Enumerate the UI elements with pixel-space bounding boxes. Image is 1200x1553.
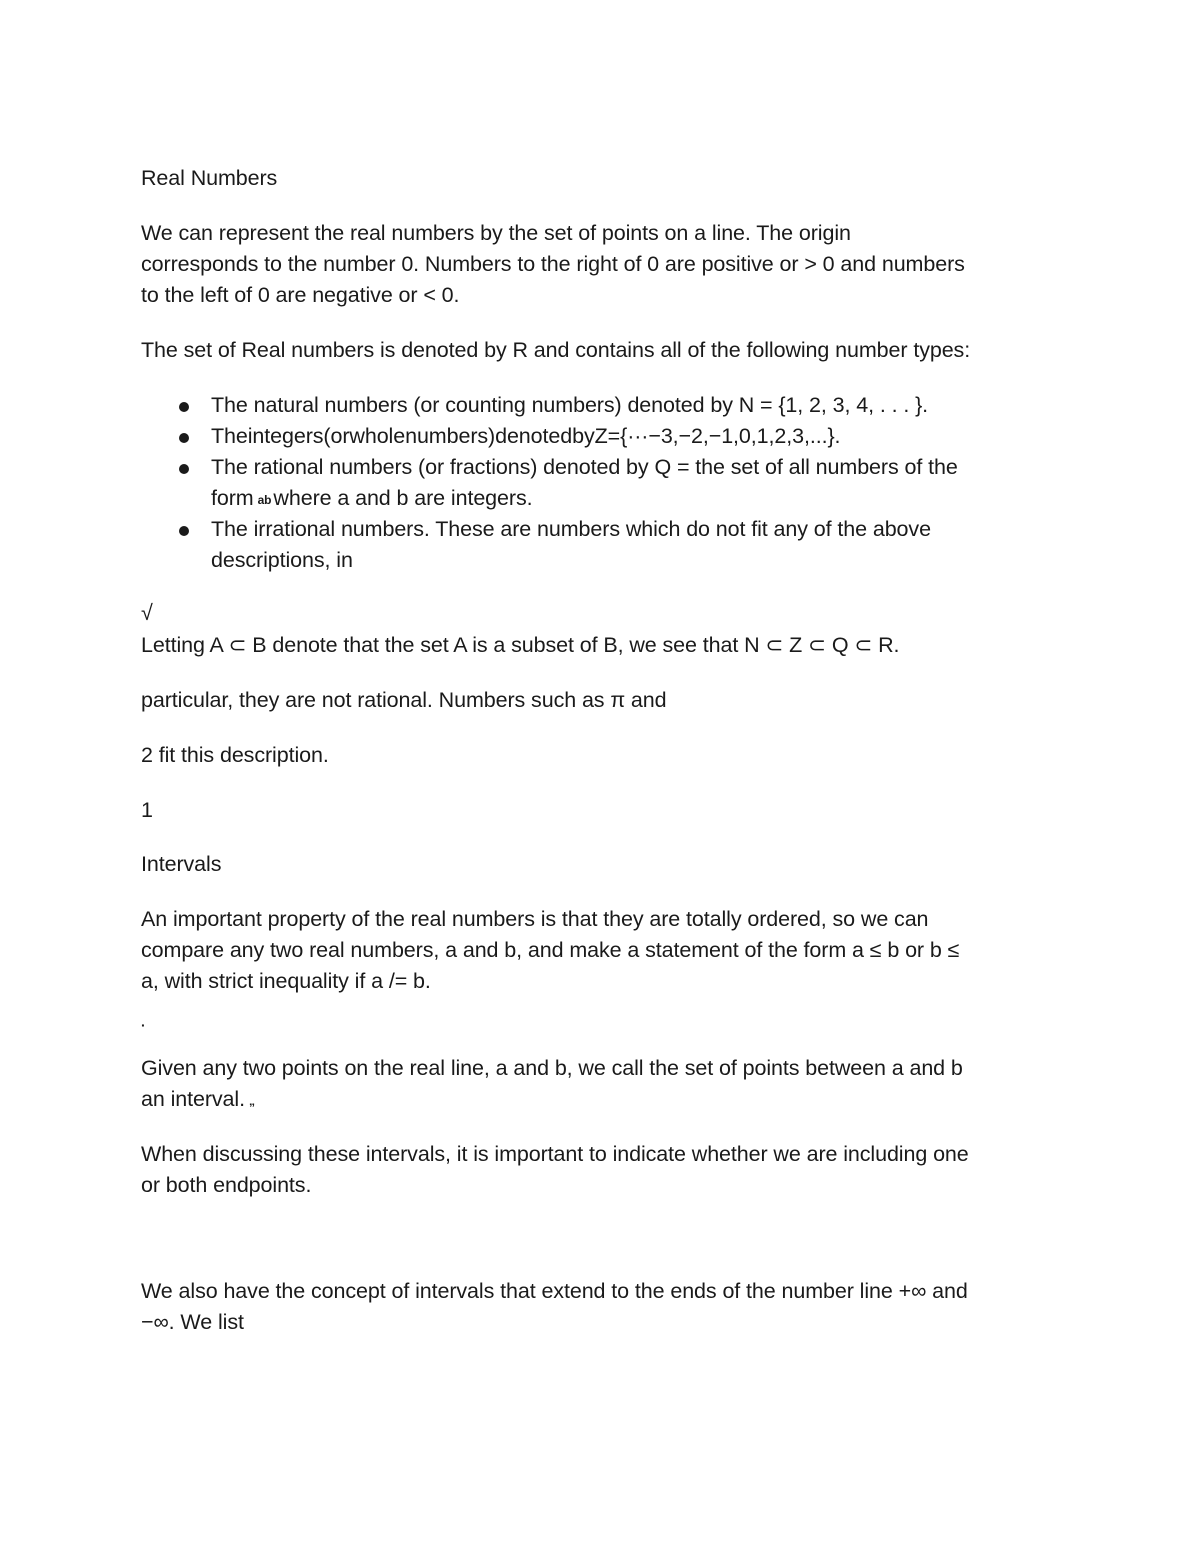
list-item-natural: The natural numbers (or counting numbers) denoted by N = {1, 2, 3, 4, . . . }. <box>211 393 929 417</box>
list-item-irrational-cont: descriptions, in <box>211 548 353 572</box>
ordered-line-2: compare any two real numbers, a and b, and make a statement of the form a ≤ b or b ≤ <box>141 938 960 962</box>
intro-line-1: We can represent the real numbers by the set of points on a line. The origin <box>141 221 851 245</box>
intro-line-3: to the left of 0 are negative or < 0. <box>141 283 460 307</box>
given-line-1: Given any two points on the real line, a and b, we call the set of points between a and b <box>141 1056 963 1080</box>
subset-line: Letting A ⊂ B denote that the set A is a subset of B, we see that N ⊂ Z ⊂ Q ⊂ R. <box>141 633 900 657</box>
stray-mark-given: „ <box>248 1094 255 1108</box>
set-intro: The set of Real numbers is denoted by R and contains all of the following number types: <box>141 338 971 362</box>
ordered-line-3: a, with strict inequality if a /= b. <box>141 969 431 993</box>
bullet-dot <box>179 433 189 443</box>
page-number: 1 <box>141 798 153 822</box>
page-title: Real Numbers <box>141 166 278 190</box>
list-item-rational-cont <box>211 483 532 516</box>
bullet-dot <box>179 526 189 536</box>
ordered-line-1: An important property of the real numbers is that they are totally ordered, so we can <box>141 907 929 931</box>
also-line-1: We also have the concept of intervals that extend to the ends of the number line +∞ and <box>141 1279 968 1303</box>
intro-line-2: corresponds to the number 0. Numbers to the right of 0 are positive or > 0 and numbers <box>141 252 965 276</box>
sqrt-symbol: √ <box>141 601 153 625</box>
list-item-irrational: The irrational numbers. These are numbers which do not fit any of the above <box>211 517 931 541</box>
given-line-2 <box>141 1084 257 1117</box>
list-item-integers: Theintegers(orwholenumbers)denotedbyZ={···−3,−2,−1,0,1,2,3,...}. <box>211 424 841 448</box>
particular-line: particular, they are not rational. Numbers such as π and <box>141 688 667 712</box>
list-item-rational: The rational numbers (or fractions) denoted by Q = the set of all numbers of the <box>211 455 958 479</box>
bullet-dot <box>179 402 189 412</box>
discussing-line-1: When discussing these intervals, it is important to indicate whether we are including one <box>141 1142 969 1166</box>
rational-tail: where a and b are integers. <box>273 486 533 510</box>
discussing-line-2: or both endpoints. <box>141 1173 312 1197</box>
two-fit-line: 2 fit this description. <box>141 743 329 767</box>
form-word: form <box>211 486 254 510</box>
stray-mark: · <box>141 1017 146 1033</box>
also-line-2: −∞. We list <box>141 1310 244 1334</box>
intervals-heading: Intervals <box>141 852 222 876</box>
bullet-dot <box>179 464 189 474</box>
fraction-ab: ab <box>257 493 272 507</box>
given-line-2-text: an interval. <box>141 1087 245 1111</box>
